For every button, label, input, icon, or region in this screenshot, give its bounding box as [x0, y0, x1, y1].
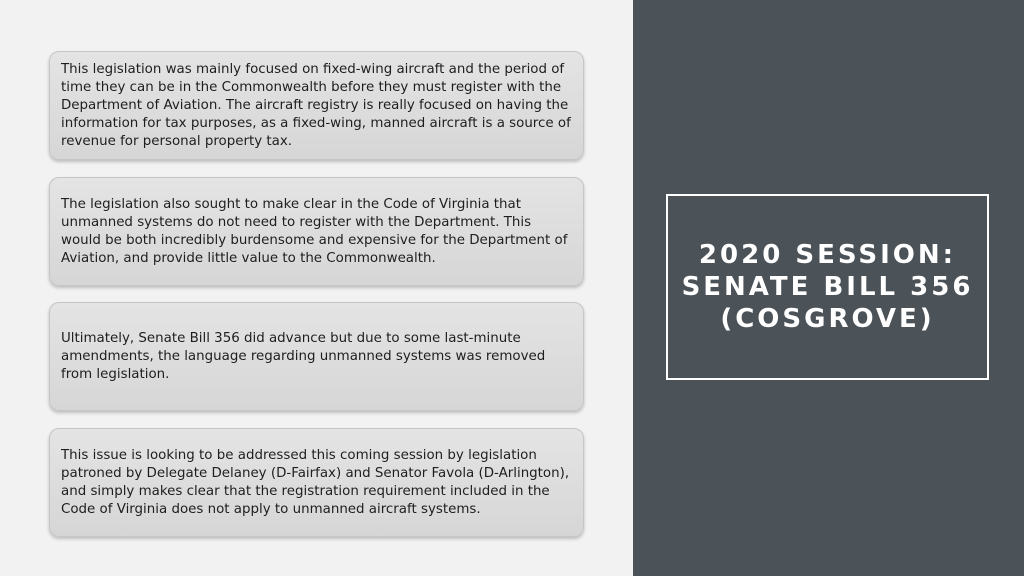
- title-panel: [633, 0, 1024, 576]
- text-card: [49, 51, 584, 160]
- card-text: This issue is looking to be addressed this coming session by legislation patroned by Delegate Delaney (D-Fairfax) and Senator Favola (D-Arlington), and simply makes clear that the registration requirement included in the Code of Virginia does not apply to unmanned aircraft systems.: [61, 447, 570, 517]
- title-frame: [666, 194, 989, 380]
- text-card: [49, 428, 584, 537]
- text-card: [49, 302, 584, 411]
- slide-title: 2020 SESSION: SENATE BILL 356 (COSGROVE): [681, 240, 974, 334]
- card-text: Ultimately, Senate Bill 356 did advance but due to some last-minute amendments, the language regarding unmanned systems was removed from legislation.: [61, 330, 546, 382]
- card-text: This legislation was mainly focused on fixed-wing aircraft and the period of time they can be in the Commonwealth before they must register with the Department of Aviation. The aircraft registry is really focused on having the information for tax purposes, as a fixed-wing, manned aircraft is a source of revenue for personal property tax.: [61, 61, 571, 149]
- card-text: The legislation also sought to make clear in the Code of Virginia that unmanned systems do not need to register with the Department. This would be both incredibly burdensome and expensive for the Department of Aviation, and provide little value to the Commonwealth.: [61, 196, 568, 266]
- text-card: [49, 177, 584, 286]
